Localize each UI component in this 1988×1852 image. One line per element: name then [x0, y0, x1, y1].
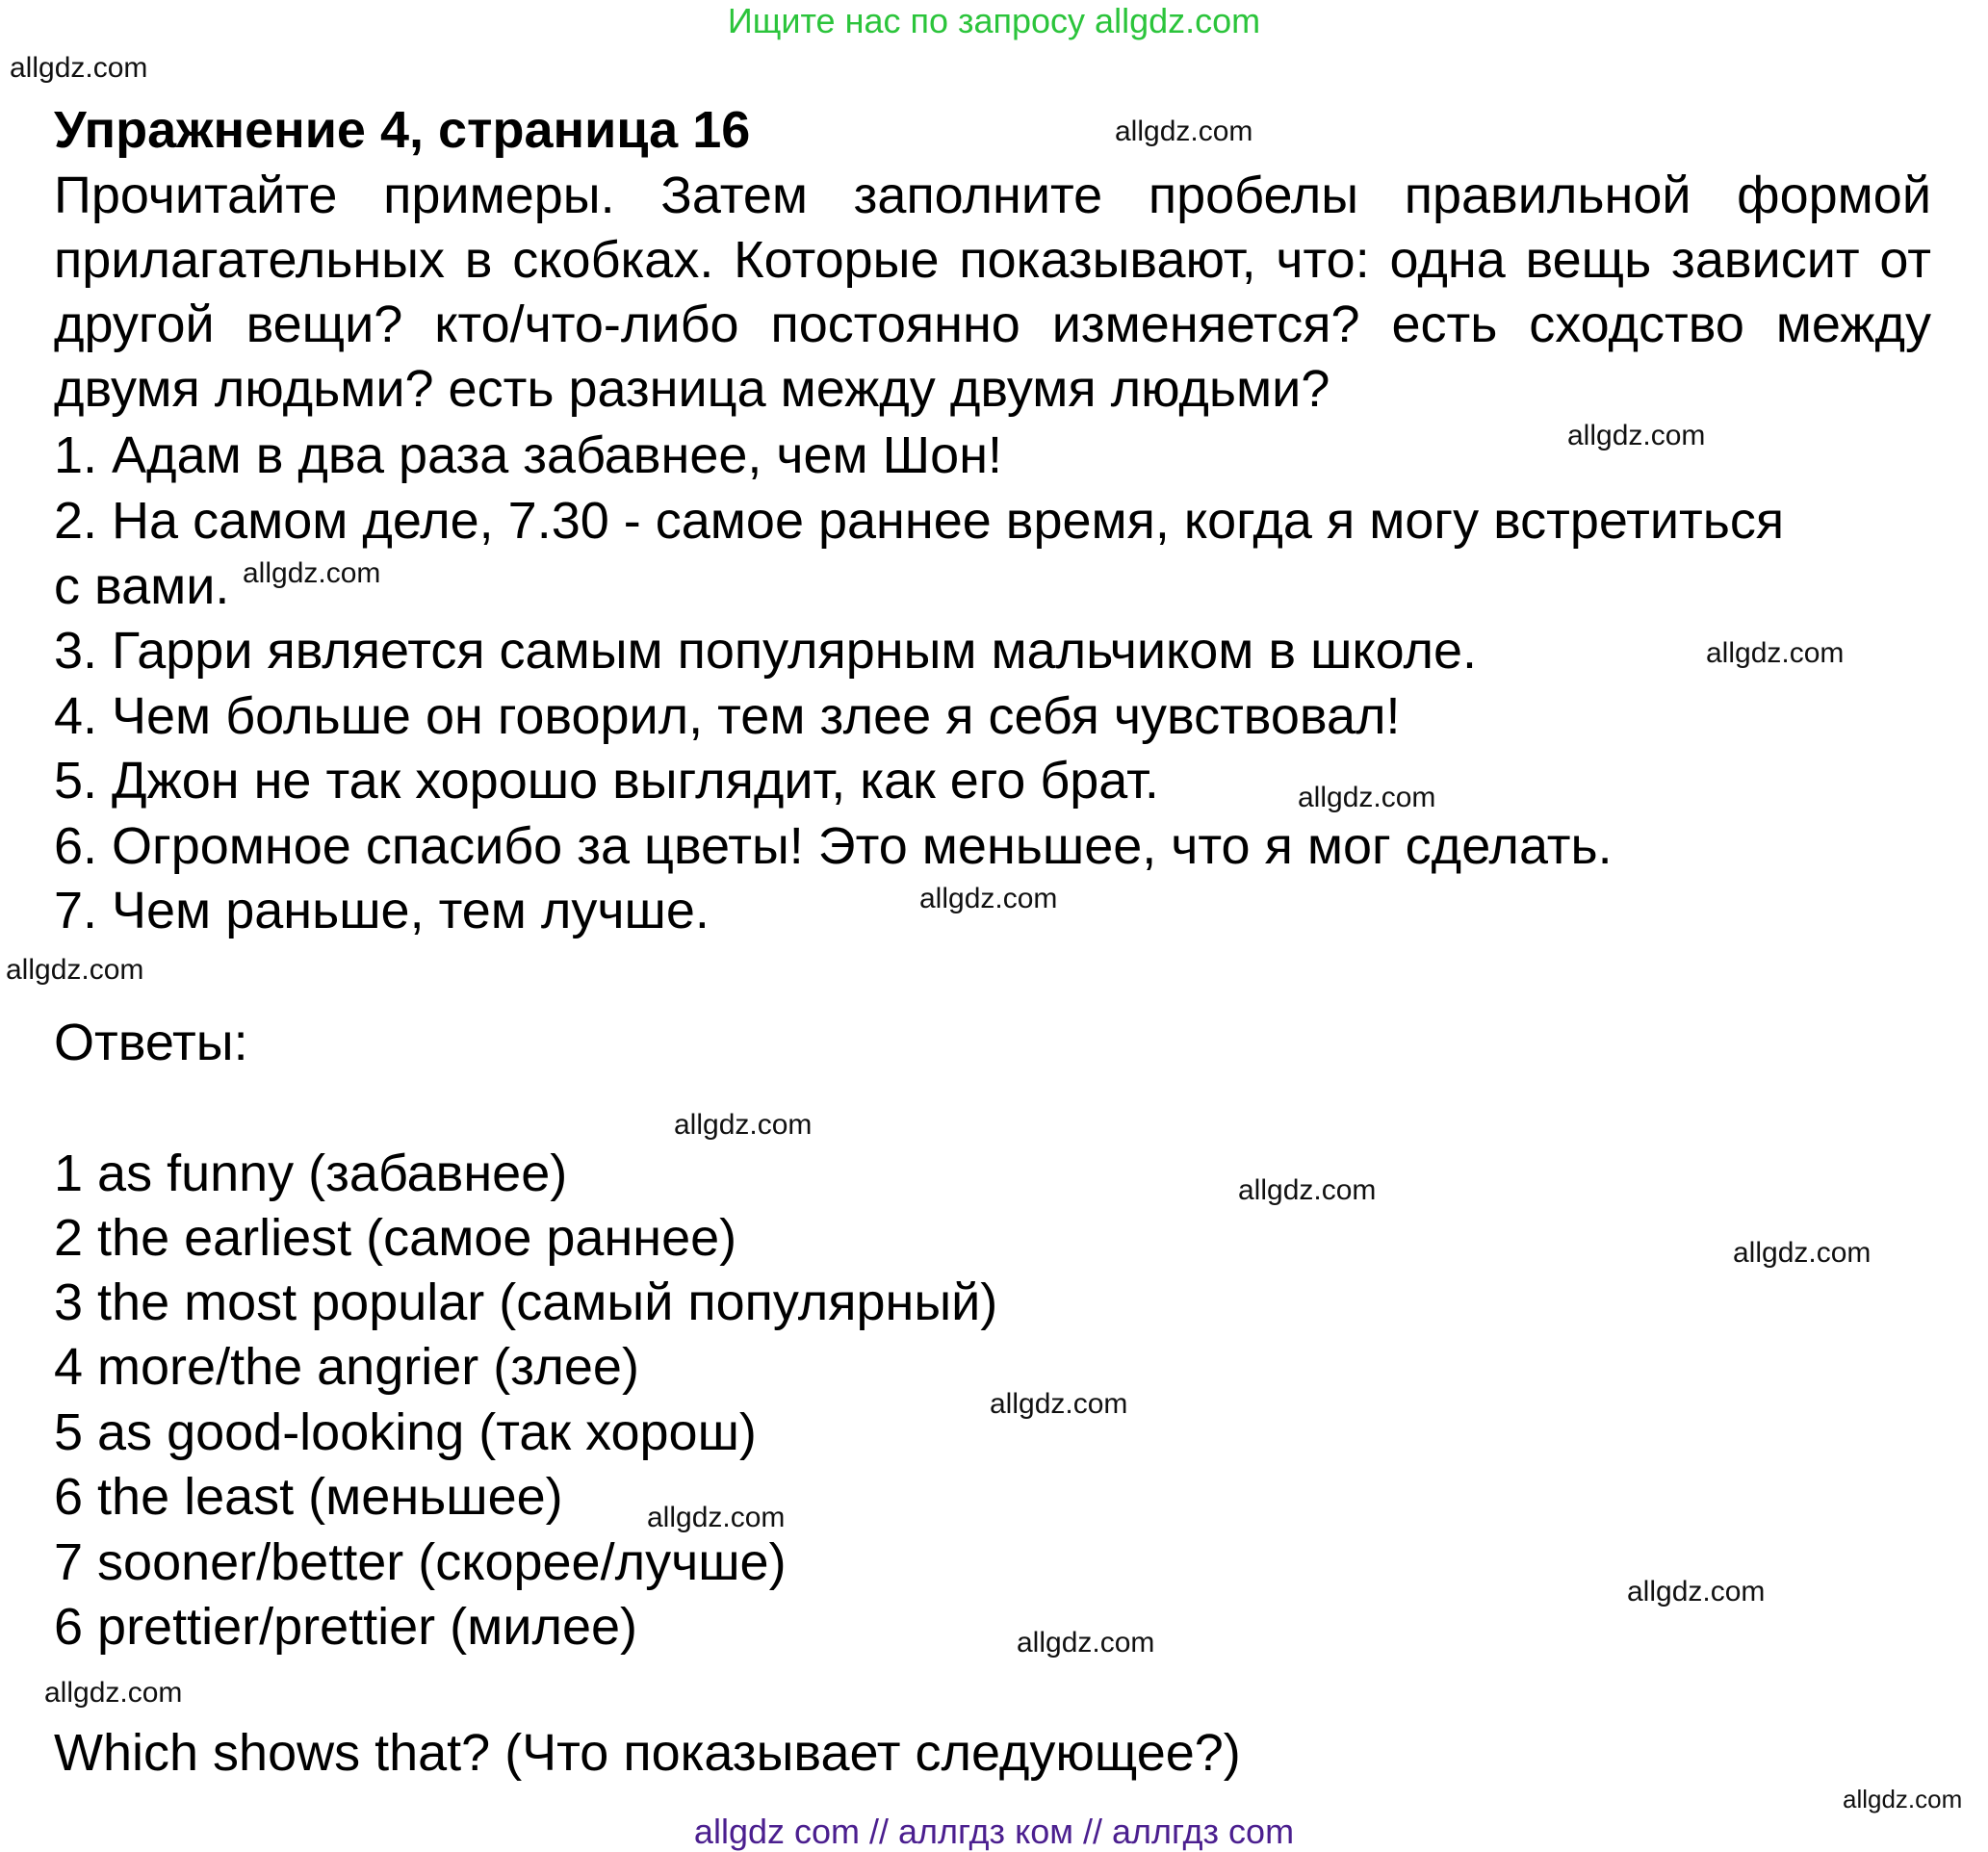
- example-line: 2. На самом деле, 7.30 - самое раннее время, когда я могу встретиться: [54, 492, 1785, 550]
- answers-heading: Ответы:: [54, 1014, 248, 1071]
- watermark: allgdz.com: [1298, 782, 1436, 813]
- answer-line: 5 as good-looking (так хорош): [54, 1403, 757, 1461]
- watermark: allgdz.com: [919, 883, 1058, 914]
- example-line: 5. Джон не так хорошо выглядит, как его брат.: [54, 752, 1159, 810]
- watermark: allgdz.com: [44, 1677, 183, 1709]
- question-line: Which shows that? (Что показывает следующее?): [54, 1724, 1241, 1782]
- watermark: allgdz.com: [1567, 420, 1706, 451]
- watermark: allgdz.com: [990, 1388, 1128, 1420]
- example-line: с вами.: [54, 557, 230, 615]
- watermark: allgdz.com: [674, 1109, 813, 1141]
- watermark: allgdz.com: [1733, 1237, 1872, 1269]
- answer-line: 7 sooner/better (скорее/лучше): [54, 1533, 787, 1591]
- watermark: allgdz.com: [10, 52, 148, 84]
- answer-line: 6 prettier/prettier (милее): [54, 1598, 637, 1656]
- watermark: allgdz.com: [1115, 116, 1253, 147]
- top-banner: Ищите нас по запросу allgdz.com: [727, 1, 1261, 40]
- watermark: allgdz.com: [647, 1502, 786, 1533]
- page-title: Упражнение 4, страница 16: [54, 101, 751, 159]
- watermark: allgdz.com: [1843, 1785, 1963, 1813]
- example-line: 1. Адам в два раза забавнее, чем Шон!: [54, 426, 1003, 484]
- answer-line: 6 the least (меньшее): [54, 1468, 563, 1526]
- watermark: allgdz.com: [243, 557, 381, 589]
- watermark: allgdz.com: [1706, 637, 1845, 669]
- watermark: allgdz.com: [1017, 1627, 1155, 1659]
- instruction-paragraph: Прочитайте примеры. Затем заполните пробелы правильной формой прилагательных в скобках. Которые показывают, что: одна вещь зависит от другой вещи? кто/что-либо постоянно изменяется? есть сходство между двумя людьми? есть разница между двумя людьми?: [54, 167, 1931, 418]
- watermark: allgdz.com: [1238, 1174, 1377, 1206]
- example-line: 3. Гарри является самым популярным мальчиком в школе.: [54, 622, 1478, 680]
- example-line: 4. Чем больше он говорил, тем злее я себя чувствовал!: [54, 687, 1401, 745]
- example-line: 7. Чем раньше, тем лучше.: [54, 882, 710, 939]
- answer-line: 3 the most popular (самый популярный): [54, 1273, 998, 1331]
- footer-links: allgdz com // аллгдз ком // аллгдз com: [693, 1812, 1295, 1851]
- example-line: 6. Огромное спасибо за цветы! Это меньшее, что я мог сделать.: [54, 817, 1613, 875]
- watermark: allgdz.com: [6, 954, 144, 986]
- answer-line: 2 the earliest (самое раннее): [54, 1209, 737, 1267]
- watermark: allgdz.com: [1627, 1576, 1766, 1608]
- answer-line: 1 as funny (забавнее): [54, 1145, 568, 1202]
- answer-line: 4 more/the angrier (злее): [54, 1338, 639, 1396]
